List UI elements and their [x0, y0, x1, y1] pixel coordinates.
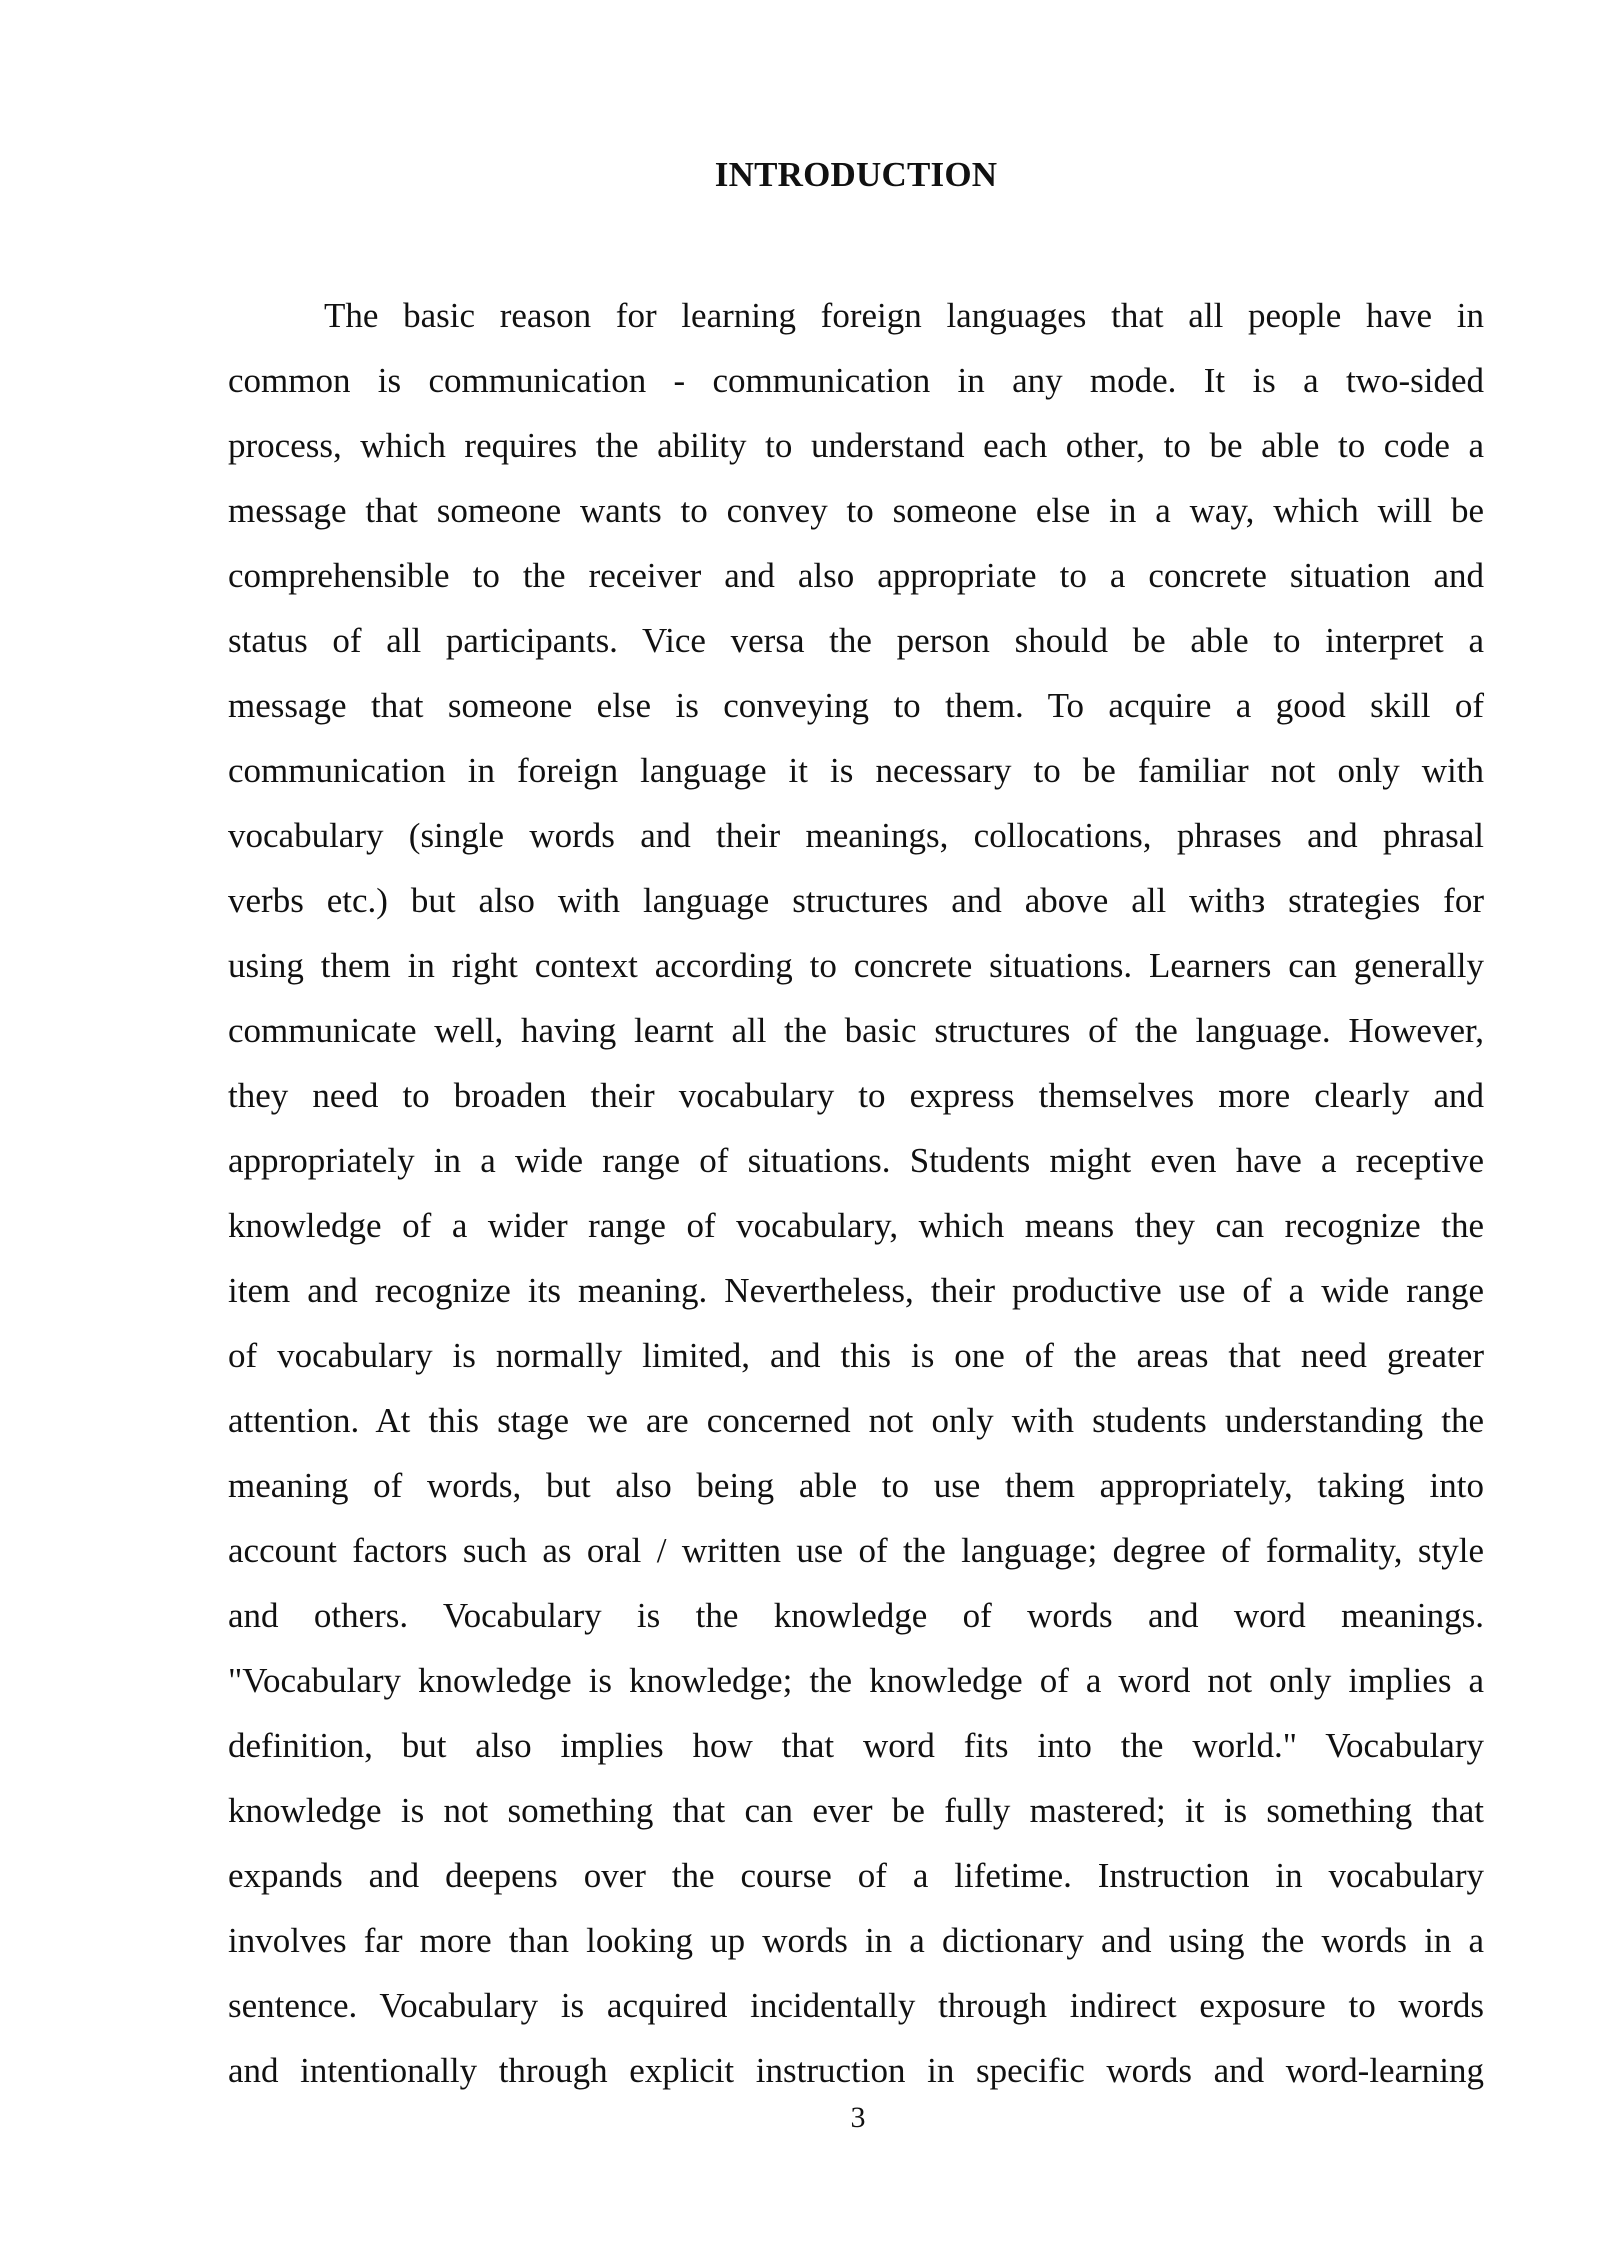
text-line: attention. At this stage we are concerned not only with students understanding the [228, 1401, 1484, 1440]
text-line: "Vocabulary knowledge is knowledge; the knowledge of a word not only implies a [228, 1661, 1484, 1700]
text-line: comprehensible to the receiver and also appropriate to a concrete situation and [228, 556, 1484, 595]
text-line: expands and deepens over the course of a lifetime. Instruction in vocabulary [228, 1856, 1484, 1895]
text-line: involves far more than looking up words in a dictionary and using the words in a [228, 1921, 1484, 1960]
text-line: item and recognize its meaning. Nevertheless, their productive use of a wide range [228, 1271, 1484, 1310]
text-line: and others. Vocabulary is the knowledge of words and word meanings. [228, 1596, 1484, 1635]
text-line: they need to broaden their vocabulary to express themselves more clearly and [228, 1076, 1484, 1115]
text-line: sentence. Vocabulary is acquired incidentally through indirect exposure to words [228, 1986, 1484, 2025]
text-line: common is communication - communication in any mode. It is a two-sided [228, 361, 1484, 400]
text-line: knowledge is not something that can ever be fully mastered; it is something that [228, 1791, 1484, 1830]
text-line: using them in right context according to concrete situations. Learners can generally [228, 946, 1484, 985]
text-line: and intentionally through explicit instruction in specific words and word-learning [228, 2051, 1484, 2090]
body-paragraph [228, 283, 1484, 2103]
text-line: process, which requires the ability to understand each other, to be able to code a [228, 426, 1484, 465]
text-line: verbs etc.) but also with language structures and above all withз strategies for [228, 881, 1484, 920]
text-line: meaning of words, but also being able to use them appropriately, taking into [228, 1466, 1484, 1505]
text-line: message that someone else is conveying to them. To acquire a good skill of [228, 686, 1484, 725]
text-line: knowledge of a wider range of vocabulary, which means they can recognize the [228, 1206, 1484, 1245]
page-number: 3 [850, 2101, 866, 2134]
text-line: communicate well, having learnt all the basic structures of the language. However, [228, 1011, 1484, 1050]
text-line: of vocabulary is normally limited, and this is one of the areas that need greater [228, 1336, 1484, 1375]
text-line: The basic reason for learning foreign languages that all people have in [324, 296, 1484, 335]
text-line: account factors such as oral / written use of the language; degree of formality, style [228, 1531, 1484, 1570]
text-line: message that someone wants to convey to someone else in a way, which will be [228, 491, 1484, 530]
text-line: status of all participants. Vice versa the person should be able to interpret a [228, 621, 1484, 660]
text-line: appropriately in a wide range of situations. Students might even have a receptive [228, 1141, 1484, 1180]
text-line: communication in foreign language it is necessary to be familiar not only with [228, 751, 1484, 790]
text-line: definition, but also implies how that word fits into the world." Vocabulary [228, 1726, 1484, 1765]
page-heading: INTRODUCTION [714, 155, 998, 194]
text-line: vocabulary (single words and their meanings, collocations, phrases and phrasal [228, 816, 1484, 855]
